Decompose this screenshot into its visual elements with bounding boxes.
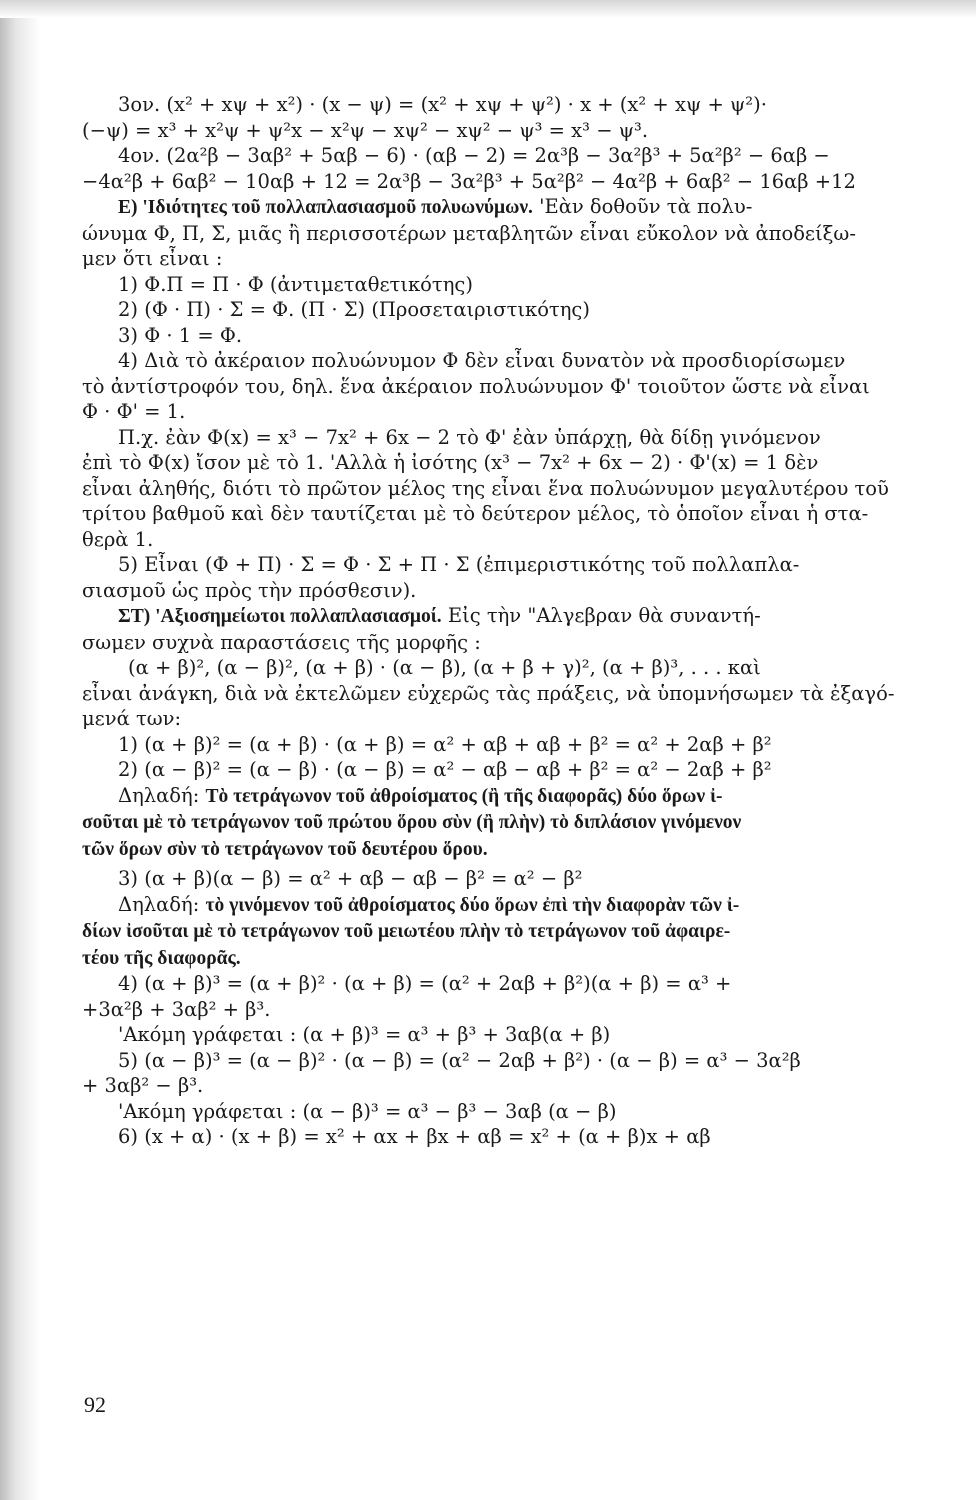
text-line	[82, 527, 944, 553]
text-line	[82, 918, 944, 945]
line-text: ἐπὶ τὸ Φ(x) ἴσον μὲ τὸ 1. 'Αλλὰ ἡ ἰσότης (x³ − 7x² + 6x − 2) · Φ'(x) = 1 δὲν	[82, 451, 819, 474]
text-line	[82, 297, 944, 323]
line-text: Φ · Φ' = 1.	[82, 400, 186, 423]
text-line	[82, 681, 944, 707]
line-text: Εἰς τὴν "Αλγεβραν θὰ συναντή-	[441, 604, 761, 627]
text-line	[82, 603, 944, 630]
line-text: +3α²β + 3αβ² + β³.	[82, 997, 271, 1021]
line-text: 4) (α + β)³ = (α + β)² · (α + β) = (α² + 2αβ + β²)(α + β) = α³ +	[118, 972, 732, 995]
text-line	[82, 655, 944, 681]
line-text: −4α²β + 6αβ² − 10αβ + 12 = 2α³β − 3α²β³ + 5α²β² − 4α²β + 6αβ² − 16αβ +12	[82, 169, 856, 193]
text-line	[82, 272, 944, 298]
text-line	[82, 1099, 944, 1125]
section-heading: Ε) 'Ιδιότητες τοῦ πολλαπλασιασμοῦ πολυωνύμων.	[118, 197, 533, 218]
text-line	[82, 194, 944, 221]
text-line	[82, 1124, 944, 1150]
text-line	[82, 630, 944, 656]
line-text: μεν ὅτι εἶναι :	[82, 247, 223, 270]
line-text: 4) Διὰ τὸ ἀκέραιον πολυώνυμον Φ δὲν εἶναι δυνατὸν νὰ προσδιορίσωμεν	[118, 349, 846, 372]
text-line	[82, 323, 944, 349]
text-line	[82, 118, 944, 144]
line-text: 3) Φ · 1 = Φ.	[118, 323, 243, 347]
text-line	[82, 866, 944, 892]
bold-statement: σοῦται μὲ τὸ τετράγωνον τοῦ πρώτου ὅρου σὺν (ἢ πλὴν) τὸ διπλάσιον γινόμενον	[82, 812, 742, 833]
text-line	[82, 143, 944, 169]
line-text: σωμεν συχνὰ παραστάσεις τῆς μορφῆς :	[82, 630, 481, 654]
line-text: (−ψ) = x³ + x²ψ + ψ²x − x²ψ − xψ² − xψ² − ψ³ = x³ − ψ³.	[82, 118, 649, 142]
line-prefix: Δηλαδή:	[118, 783, 206, 807]
text-line	[82, 501, 944, 527]
text-line	[82, 706, 944, 732]
line-text: σιασμοῦ ὡς πρὸς τὴν πρόσθεσιν).	[82, 578, 417, 602]
line-text: 1) Φ.Π = Π · Φ (ἀντιμεταθετικότης)	[118, 272, 473, 296]
text-line	[82, 892, 944, 919]
line-text: εἶναι ἀνάγκη, διὰ νὰ ἐκτελῶμεν εὐχερῶς τὰς πράξεις, νὰ ὑπομνήσωμεν τὰ ἐξαγό-	[82, 681, 895, 705]
scan-top-shadow	[0, 0, 976, 18]
text-line	[82, 997, 944, 1023]
line-text: 5) Εἶναι (Φ + Π) · Σ = Φ · Σ + Π · Σ (ἐπιμεριστικότης τοῦ πολλαπλα-	[118, 553, 800, 576]
text-line	[82, 399, 944, 425]
line-text: 4ον. (2α²β − 3αβ² + 5αβ − 6) · (αβ − 2) = 2α³β − 3α²β³ + 5α²β² − 6αβ −	[118, 144, 830, 167]
text-line	[82, 221, 944, 247]
text-line	[82, 971, 944, 997]
line-text: 3) (α + β)(α − β) = α² + αβ − αβ − β² = α² − β²	[118, 867, 583, 890]
line-text: 'Ακόμη γράφεται : (α + β)³ = α³ + β³ + 3αβ(α + β)	[118, 1023, 611, 1046]
section-heading: ΣΤ) 'Αξιοσημείωτοι πολλαπλασιασμοί.	[118, 606, 442, 627]
bold-statement: Τὸ τετράγωνον τοῦ ἀθροίσματος (ἢ τῆς διαφορᾶς) δύο ὅρων ἰ-	[205, 785, 723, 807]
text-line	[82, 1022, 944, 1048]
line-text: 'Ακόμη γράφεται : (α − β)³ = α³ − β³ − 3αβ (α − β)	[118, 1099, 617, 1123]
text-line	[82, 1073, 944, 1099]
page-text-body	[82, 92, 944, 1150]
text-line	[82, 169, 944, 195]
text-line	[82, 552, 944, 578]
bold-statement: τὸ γινόμενον τοῦ ἀθροίσματος δύο ὅρων ἐπὶ τὴν διαφορὰν τῶν ἰ-	[205, 894, 740, 916]
line-text: (α + β)², (α − β)², (α + β) · (α − β), (α + β + γ)², (α + β)³, . . . καὶ	[128, 656, 761, 679]
text-line	[82, 732, 944, 758]
line-text: θερὰ 1.	[82, 527, 154, 551]
line-text: τρίτου βαθμοῦ καὶ δὲν ταυτίζεται μὲ τὸ δεύτερον μέλος, τὸ ὁποῖον εἶναι ἡ στα-	[82, 502, 869, 525]
bold-statement: τέου τῆς διαφορᾶς.	[82, 947, 241, 969]
line-text: 2) (Φ · Π) · Σ = Φ. (Π · Σ) (Προσεταιριστικότης)	[118, 298, 590, 321]
line-text: 6) (x + α) · (x + β) = x² + αx + βx + αβ = x² + (α + β)x + αβ	[118, 1125, 711, 1148]
line-text: 1) (α + β)² = (α + β) · (α + β) = α² + αβ + αβ + β² = α² + 2αβ + β²	[118, 732, 772, 756]
page-number: 92	[84, 1392, 106, 1417]
text-line	[82, 450, 944, 476]
text-line	[82, 374, 944, 400]
line-text: ώνυμα Φ, Π, Σ, μιᾶς ἢ περισσοτέρων μεταβλητῶν εἶναι εὔκολον νὰ ἀποδείξω-	[82, 221, 856, 245]
text-line	[82, 757, 944, 783]
scan-edge-shadow	[0, 0, 40, 1500]
text-line	[82, 1048, 944, 1074]
text-line	[82, 809, 944, 836]
text-line	[82, 246, 944, 272]
text-line	[82, 476, 944, 502]
text-line	[82, 92, 944, 118]
text-line	[82, 945, 944, 972]
bold-statement: δίων ἰσοῦται μὲ τὸ τετράγωνον τοῦ μειωτέου πλὴν τὸ τετράγωνον τοῦ ἀφαιρε-	[82, 921, 731, 942]
line-text: τὸ ἀντίστροφόν του, δηλ. ἕνα ἀκέραιον πολυώνυμον Φ' τοιοῦτον ὥστε νὰ εἶναι	[82, 374, 870, 398]
line-text: Π.χ. ἐὰν Φ(x) = x³ − 7x² + 6x − 2 τὸ Φ' ἐὰν ὑπάρχῃ, θὰ δίδῃ γινόμενον	[118, 425, 821, 449]
line-text: 2) (α − β)² = (α − β) · (α − β) = α² − αβ − αβ + β² = α² − 2αβ + β²	[118, 758, 772, 781]
line-text: 3ον. (x² + xψ + x²) · (x − ψ) = (x² + xψ + ψ²) · x + (x² + xψ + ψ²)·	[118, 93, 767, 116]
line-text: 5) (α − β)³ = (α − β)² · (α − β) = (α² − 2αβ + β²) · (α − β) = α³ − 3α²β	[118, 1048, 801, 1072]
line-text: 'Εὰν δοθοῦν τὰ πολυ-	[532, 195, 753, 218]
line-text: εἶναι ἀληθής, διότι τὸ πρῶτον μέλος της εἶναι ἕνα πολυώνυμον μεγαλυτέρου τοῦ	[82, 476, 889, 500]
line-prefix: Δηλαδή:	[118, 892, 206, 916]
text-line	[82, 836, 944, 863]
text-line	[82, 348, 944, 374]
bold-statement: τῶν ὅρων σὺν τὸ τετράγωνον τοῦ δευτέρου ὅρου.	[82, 838, 488, 860]
text-line	[82, 425, 944, 451]
line-text: μενά των:	[82, 707, 182, 730]
line-text: + 3αβ² − β³.	[82, 1074, 204, 1097]
text-line	[82, 578, 944, 604]
text-line	[82, 783, 944, 810]
